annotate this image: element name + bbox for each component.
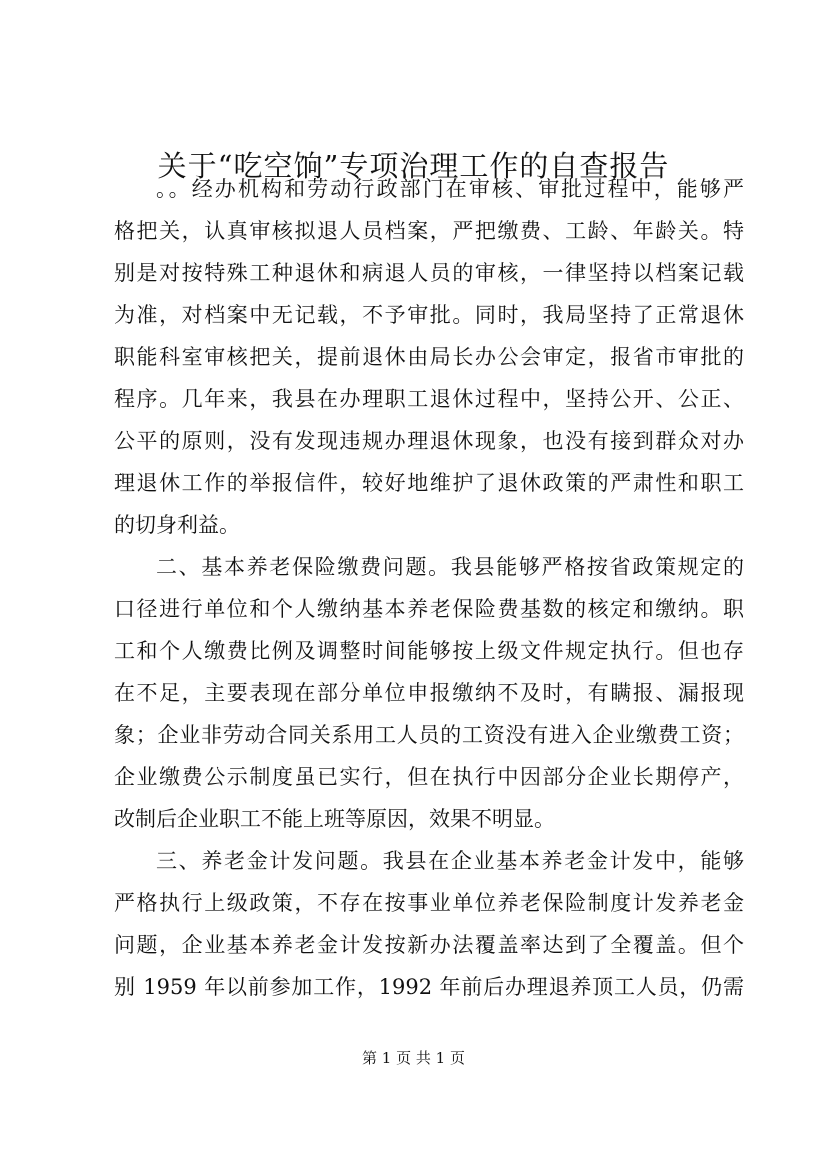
- body-line: 。。经办机构和劳动行政部门在审核、审批过程中，能够严: [156, 177, 744, 201]
- body-line: 三、养老金计发问题。我县在企业基本养老金计发中，能够: [156, 849, 744, 873]
- body-line: 程序。几年来，我县在办理职工退休过程中，坚持公开、公正、: [114, 387, 744, 411]
- body-line: 在不足，主要表现在部分单位申报缴纳不及时，有瞒报、漏报现: [114, 681, 744, 705]
- body-line: 象；企业非劳动合同关系用工人员的工资没有进入企业缴费工资；: [114, 723, 744, 747]
- body-line: 企业缴费公示制度虽已实行，但在执行中因部分企业长期停产，: [114, 765, 744, 789]
- body-line: 别是对按特殊工种退休和病退人员的审核，一律坚持以档案记载: [114, 261, 744, 285]
- body-line: 工和个人缴费比例及调整时间能够按上级文件规定执行。但也存: [114, 639, 744, 663]
- document-body: [114, 168, 744, 1008]
- body-line: 口径进行单位和个人缴纳基本养老保险费基数的核定和缴纳。职: [114, 597, 744, 621]
- body-line: 别 1959 年以前参加工作，1992 年前后办理退养顶工人员，仍需: [114, 975, 744, 999]
- body-line: 为准，对档案中无记载，不予审批。同时，我局坚持了正常退休: [114, 303, 744, 327]
- document-title: 关于“吃空饷”专项治理工作的自查报告: [157, 149, 670, 183]
- body-line: 问题，企业基本养老金计发按新办法覆盖率达到了全覆盖。但个: [114, 933, 744, 957]
- page-footer: 第 1 页 共 1 页: [362, 1049, 465, 1067]
- body-line: 理退休工作的举报信件，较好地维护了退休政策的严肃性和职工: [114, 471, 744, 495]
- body-line: 格把关，认真审核拟退人员档案，严把缴费、工龄、年龄关。特: [114, 219, 744, 243]
- body-line: 公平的原则，没有发现违规办理退休现象，也没有接到群众对办: [114, 429, 744, 453]
- body-line: 二、基本养老保险缴费问题。我县能够严格按省政策规定的: [156, 555, 744, 579]
- body-line: 职能科室审核把关，提前退休由局长办公会审定，报省市审批的: [114, 345, 744, 369]
- body-line: 严格执行上级政策，不存在按事业单位养老保险制度计发养老金: [114, 891, 744, 915]
- body-line: 的切身利益。: [114, 513, 240, 537]
- body-line: 改制后企业职工不能上班等原因，效果不明显。: [114, 807, 555, 831]
